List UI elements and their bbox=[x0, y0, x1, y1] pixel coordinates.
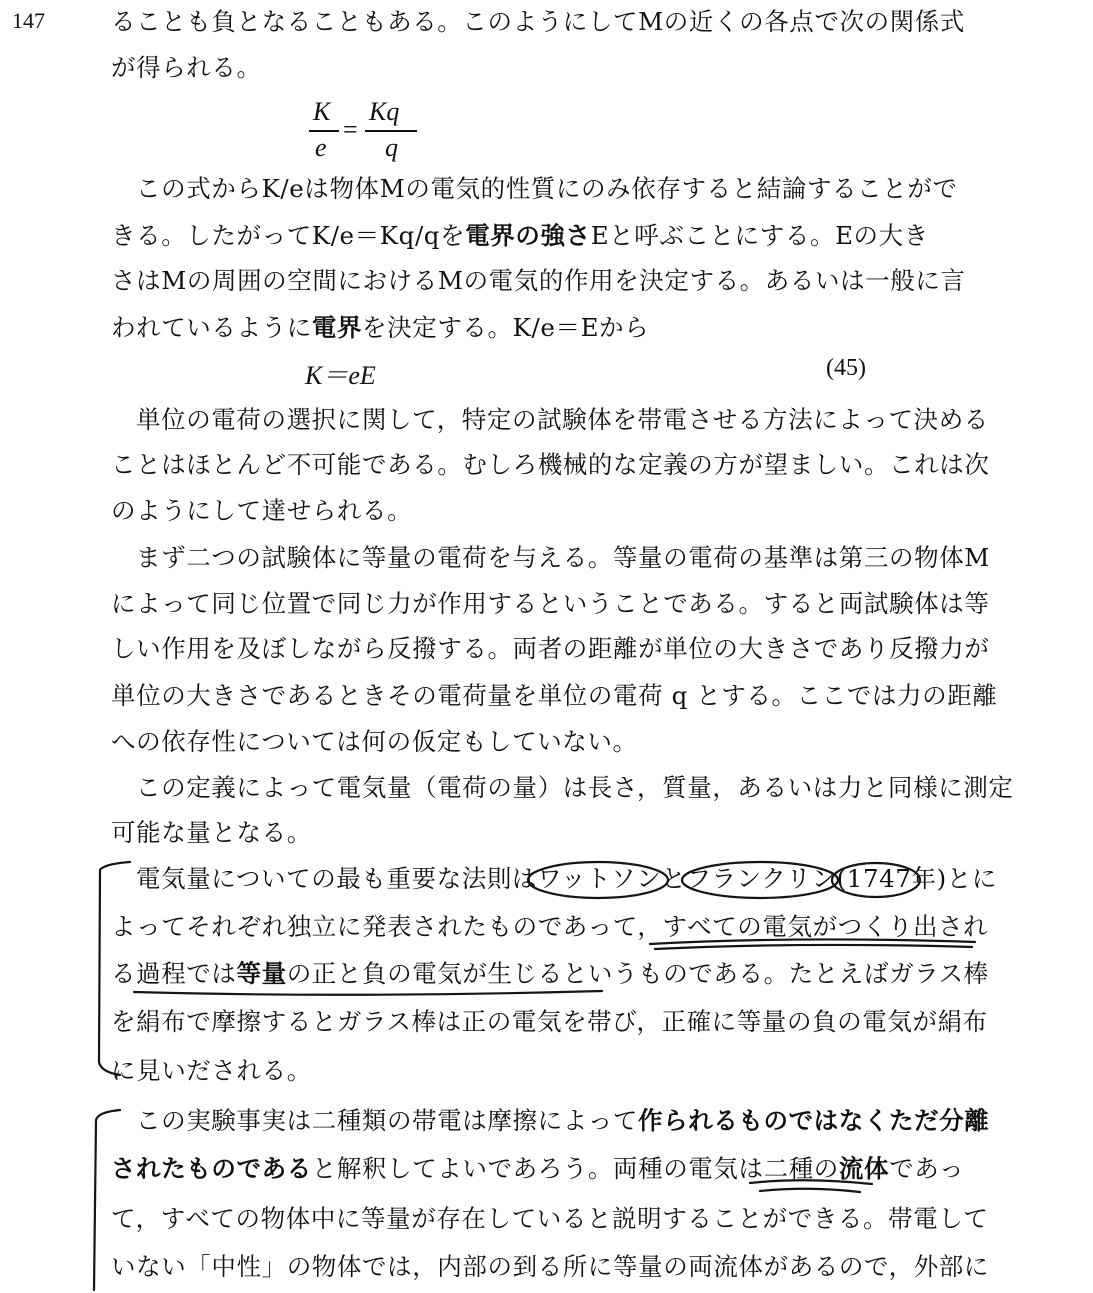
fraction-bar bbox=[309, 130, 339, 132]
bold-term: 電界の強さ bbox=[465, 221, 591, 250]
formula-equals: = bbox=[343, 115, 358, 144]
text-line: 単位の電荷の選択に関して，特定の試験体を帯電させる方法によって決める bbox=[136, 405, 989, 434]
text-line: ことはほとんど不可能である。むしろ機械的な定義の方が望ましい。これは次 bbox=[111, 450, 990, 479]
formula-term: K bbox=[313, 97, 331, 126]
bold-term: 等量 bbox=[236, 959, 287, 988]
equation-number: (45) bbox=[826, 355, 866, 381]
text-line: よってそれぞれ独立に発表されたものであって，すべての電気がつくり出され bbox=[111, 912, 989, 941]
bold-term: されたものである bbox=[111, 1154, 312, 1183]
text-line: ることも負となることもある。このようにしてMの近くの各点で次の関係式 bbox=[111, 7, 965, 36]
equation: K＝eE bbox=[305, 361, 376, 390]
text-segment: Eと呼ぶことにする。Eの大き bbox=[590, 221, 929, 250]
text-line: 単位の大きさであるときその電荷量を単位の電荷 q とする。ここでは力の距離 bbox=[111, 681, 998, 710]
text-segment: であっ bbox=[889, 1154, 965, 1183]
text-line bbox=[111, 219, 981, 253]
text-line: に見いだされる。 bbox=[111, 1056, 312, 1085]
bold-term: 作られるものではなくただ分離 bbox=[638, 1106, 990, 1135]
text-segment: きる。したがってK/e＝Kq/qを bbox=[111, 221, 466, 250]
text-line: への依存性については何の仮定もしていない。 bbox=[111, 727, 638, 756]
text-line: を絹布で摩擦するとガラス棒は正の電気を帯び，正確に等量の負の電気が絹布 bbox=[111, 1007, 988, 1036]
text-line: まず二つの試験体に等量の電荷を与える。等量の電荷の基準は第三の物体M bbox=[136, 543, 990, 572]
text-segment: この実験事実は二種類の帯電は摩擦によって bbox=[136, 1106, 638, 1135]
formula-term: q bbox=[385, 133, 398, 162]
text-line: この定義によって電気量（電荷の量）は長さ，質量，あるいは力と同様に測定 bbox=[136, 773, 1014, 802]
text-line: しい作用を及ぼしながら反撥する。両者の距離が単位の大きさであり反撥力が bbox=[111, 634, 990, 663]
formula-term: e bbox=[315, 133, 327, 162]
text-line bbox=[111, 311, 981, 345]
text-line: が得られる。 bbox=[111, 53, 262, 82]
text-line: て，すべての物体中に等量が存在していると説明することができる。帯電して bbox=[111, 1204, 989, 1233]
page-number: 147 bbox=[12, 8, 45, 33]
text-segment: われているように bbox=[111, 313, 312, 342]
text-line: さはMの周囲の空間におけるMの電気的作用を決定する。あるいは一般に言 bbox=[111, 266, 966, 295]
underline-mark bbox=[655, 945, 972, 949]
text-line bbox=[111, 957, 989, 991]
text-line: 可能な量となる。 bbox=[111, 818, 312, 847]
bold-term: 電界 bbox=[311, 313, 363, 342]
fraction-bar bbox=[365, 130, 417, 132]
text-segment: る過程では bbox=[111, 959, 237, 988]
text-line: この式からK/eは物体Mの電気的性質にのみ依存すると結論することがで bbox=[136, 174, 958, 203]
text-segment: と解釈してよいであろう。両種の電気は二種の bbox=[311, 1154, 839, 1183]
text-line: によって同じ位置で同じ力が作用するということである。すると両試験体は等 bbox=[111, 589, 990, 618]
text-line: のようにして達せられる。 bbox=[111, 496, 413, 525]
underline-mark bbox=[760, 1189, 860, 1192]
text-line bbox=[136, 1104, 1006, 1138]
text-segment: を決定する。K/e＝Eから bbox=[362, 313, 650, 342]
formula-term: Kq bbox=[369, 97, 400, 126]
fraction-formula bbox=[305, 97, 425, 167]
text-line: いない「中性」の物体では，内部の到る所に等量の両流体があるので，外部に bbox=[111, 1252, 990, 1281]
text-segment: の正と負の電気が生じるというものである。たとえばガラス棒 bbox=[286, 959, 989, 988]
underline-mark bbox=[134, 991, 602, 995]
text-line: 電気量についての最も重要な法則はワットソンとフランクリン(1747年)とに bbox=[136, 864, 997, 893]
text-line bbox=[111, 1152, 981, 1186]
bold-term: 流体 bbox=[838, 1154, 890, 1183]
